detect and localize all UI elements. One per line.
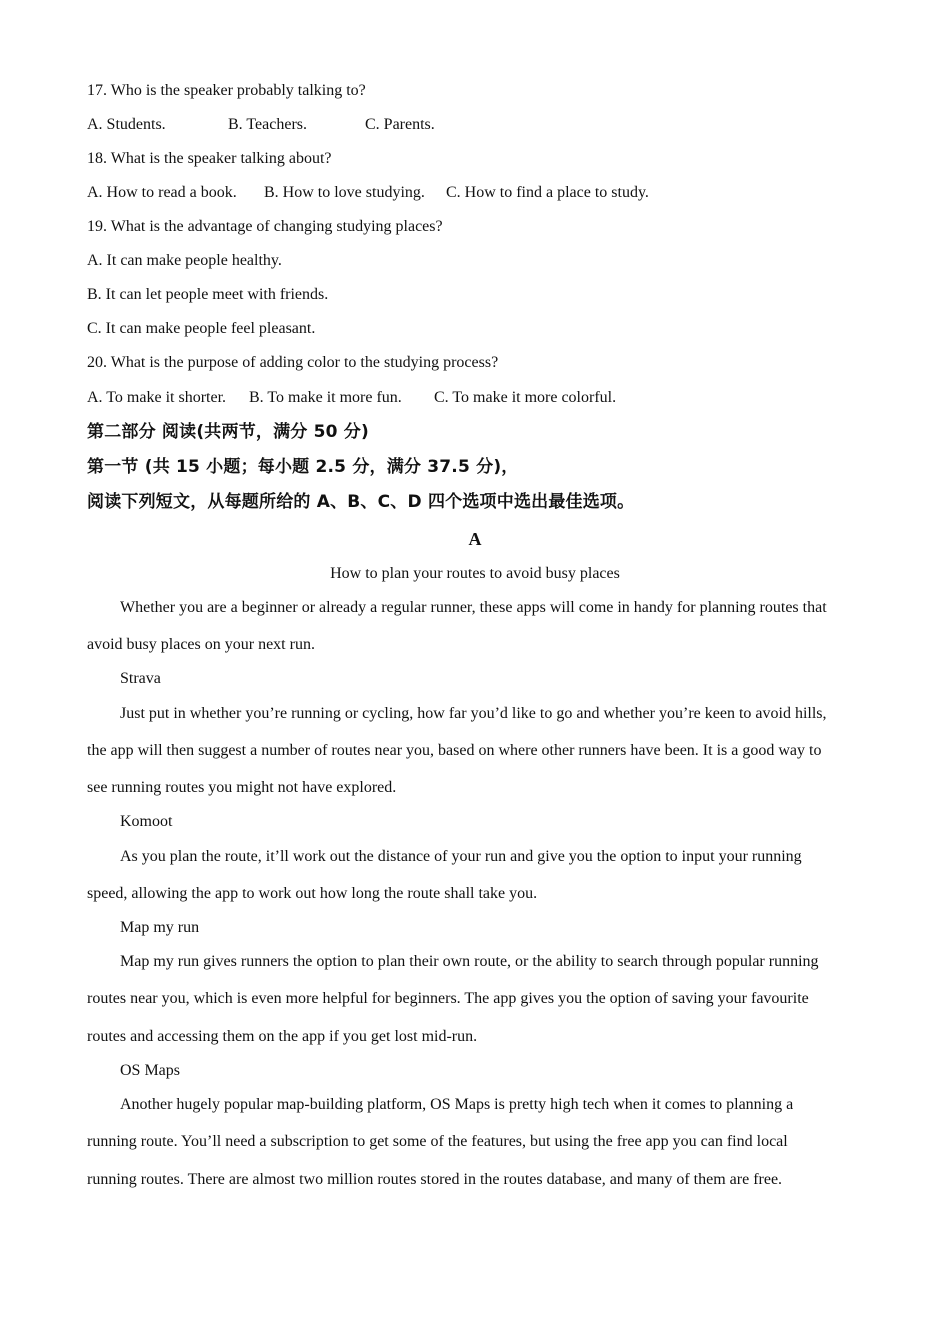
- question-17-stem: 17. Who is the speaker probably talking to?: [87, 82, 366, 99]
- question-18-option-a: A. How to read a book.: [87, 184, 237, 201]
- app-name-os-maps: OS Maps: [120, 1062, 181, 1079]
- passage-letter: A: [468, 529, 482, 549]
- map-my-run-text-line: routes near you, which is even more helpful for beginners. The app gives you the option of saving your favourite: [87, 990, 809, 1007]
- passage-intro-line: avoid busy places on your next run.: [87, 636, 315, 653]
- passage-intro-line: Whether you are a beginner or already a regular runner, these apps will come in handy for planning routes that: [120, 599, 827, 616]
- question-20-option-b: B. To make it more fun.: [249, 389, 402, 406]
- question-17-option-a: A. Students.: [87, 116, 166, 133]
- question-17-option-b: B. Teachers.: [228, 116, 307, 133]
- strava-text-line: the app will then suggest a number of routes near you, based on where other runners have been. It is a good way to: [87, 742, 822, 759]
- komoot-text-line: speed, allowing the app to work out how long the route shall take you.: [87, 885, 538, 902]
- section-part-heading: 第二部分 阅读(共两节，满分 50 分): [87, 422, 369, 442]
- app-name-komoot: Komoot: [120, 813, 173, 830]
- section-instruction: 阅读下列短文，从每题所给的 A、B、C、D 四个选项中选出最佳选项。: [87, 492, 635, 512]
- question-20-stem: 20. What is the purpose of adding color to the studying process?: [87, 354, 499, 371]
- passage-title: How to plan your routes to avoid busy places: [330, 565, 620, 582]
- question-20-option-a: A. To make it shorter.: [87, 389, 227, 406]
- question-18-stem: 18. What is the speaker talking about?: [87, 150, 332, 167]
- strava-text-line: see running routes you might not have explored.: [87, 779, 397, 796]
- os-maps-text-line: running routes. There are almost two million routes stored in the routes database, and many of them are free.: [87, 1171, 783, 1188]
- question-18-option-c: C. How to find a place to study.: [446, 184, 649, 201]
- section-sub-heading: 第一节 (共 15 小题；每小题 2.5 分，满分 37.5 分)，: [87, 457, 519, 477]
- map-my-run-text-line: Map my run gives runners the option to plan their own route, or the ability to search through popular running: [120, 953, 819, 970]
- question-19-option-b: B. It can let people meet with friends.: [87, 286, 329, 303]
- app-name-strava: Strava: [120, 670, 161, 687]
- map-my-run-text-line: routes and accessing them on the app if you get lost mid-run.: [87, 1028, 478, 1045]
- question-17-option-c: C. Parents.: [365, 116, 435, 133]
- strava-text-line: Just put in whether you’re running or cycling, how far you’d like to go and whether you’re keen to avoid hills,: [120, 705, 827, 722]
- os-maps-text-line: Another hugely popular map-building platform, OS Maps is pretty high tech when it comes to planning a: [120, 1096, 794, 1113]
- question-19-option-c: C. It can make people feel pleasant.: [87, 320, 316, 337]
- question-19-stem: 19. What is the advantage of changing studying places?: [87, 218, 443, 235]
- question-18-option-b: B. How to love studying.: [264, 184, 425, 201]
- question-19-option-a: A. It can make people healthy.: [87, 252, 282, 269]
- app-name-map-my-run: Map my run: [120, 919, 200, 936]
- os-maps-text-line: running route. You’ll need a subscription to get some of the features, but using the free app you can find local: [87, 1133, 788, 1150]
- question-20-option-c: C. To make it more colorful.: [434, 389, 617, 406]
- komoot-text-line: As you plan the route, it’ll work out the distance of your run and give you the option to input your running: [120, 848, 802, 865]
